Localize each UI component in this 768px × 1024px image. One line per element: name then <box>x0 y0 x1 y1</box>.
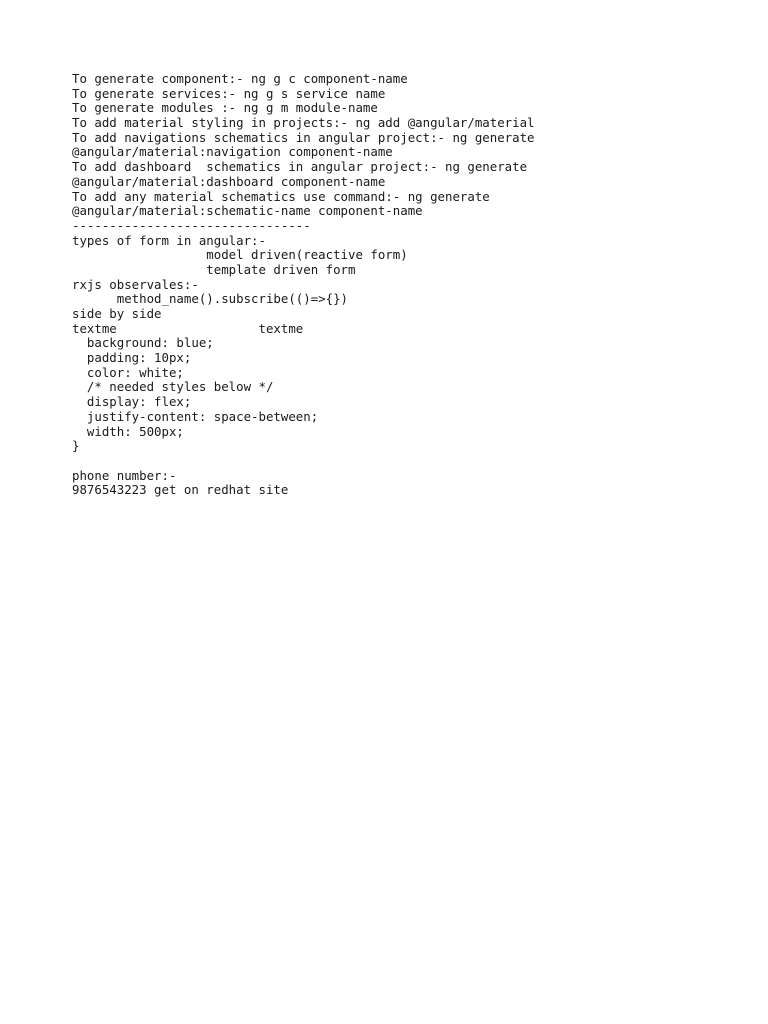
text-line: To generate modules :- ng g m module-name <box>72 100 378 116</box>
code-line: background: blue; <box>72 335 214 351</box>
text-line: To generate services:- ng g s service name <box>72 85 386 101</box>
code-line: display: flex; <box>72 394 192 410</box>
text-line: To add dashboard schematics in angular project:- ng generate <box>72 159 528 175</box>
text-line: model driven(reactive form) <box>72 247 408 263</box>
text-line: @angular/material:dashboard component-name <box>72 173 386 189</box>
code-line: color: white; <box>72 364 184 380</box>
text-line: template driven form <box>72 261 356 277</box>
text-line: To add navigations schematics in angular project:- ng generate <box>72 129 535 145</box>
text-line: @angular/material:navigation component-name <box>72 144 393 160</box>
document-text <box>72 72 732 498</box>
text-line: method_name().subscribe(()=>{}) <box>72 291 349 307</box>
code-line: /* needed styles below */ <box>72 379 274 395</box>
text-line: To generate component:- ng g c component-name <box>72 71 408 86</box>
text-line: textme textme <box>72 320 304 336</box>
text-line: 9876543223 get on redhat site <box>72 482 289 498</box>
text-line: side by side <box>72 306 162 321</box>
text-line: @angular/material:schematic-name component-name <box>72 203 423 219</box>
separator-line: -------------------------------- <box>72 217 311 233</box>
text-line: To add any material schematics use command:- ng generate <box>72 188 490 204</box>
text-line: types of form in angular:- <box>72 232 266 248</box>
code-line: justify-content: space-between; <box>72 408 319 424</box>
code-line: width: 500px; <box>72 423 184 439</box>
text-line: To add material styling in projects:- ng add @angular/material <box>72 115 535 131</box>
text-line: rxjs observales:- <box>72 276 199 292</box>
blank-line <box>72 454 732 469</box>
code-line: } <box>72 438 80 454</box>
text-line: phone number:- <box>72 467 177 483</box>
code-line: padding: 10px; <box>72 350 192 366</box>
